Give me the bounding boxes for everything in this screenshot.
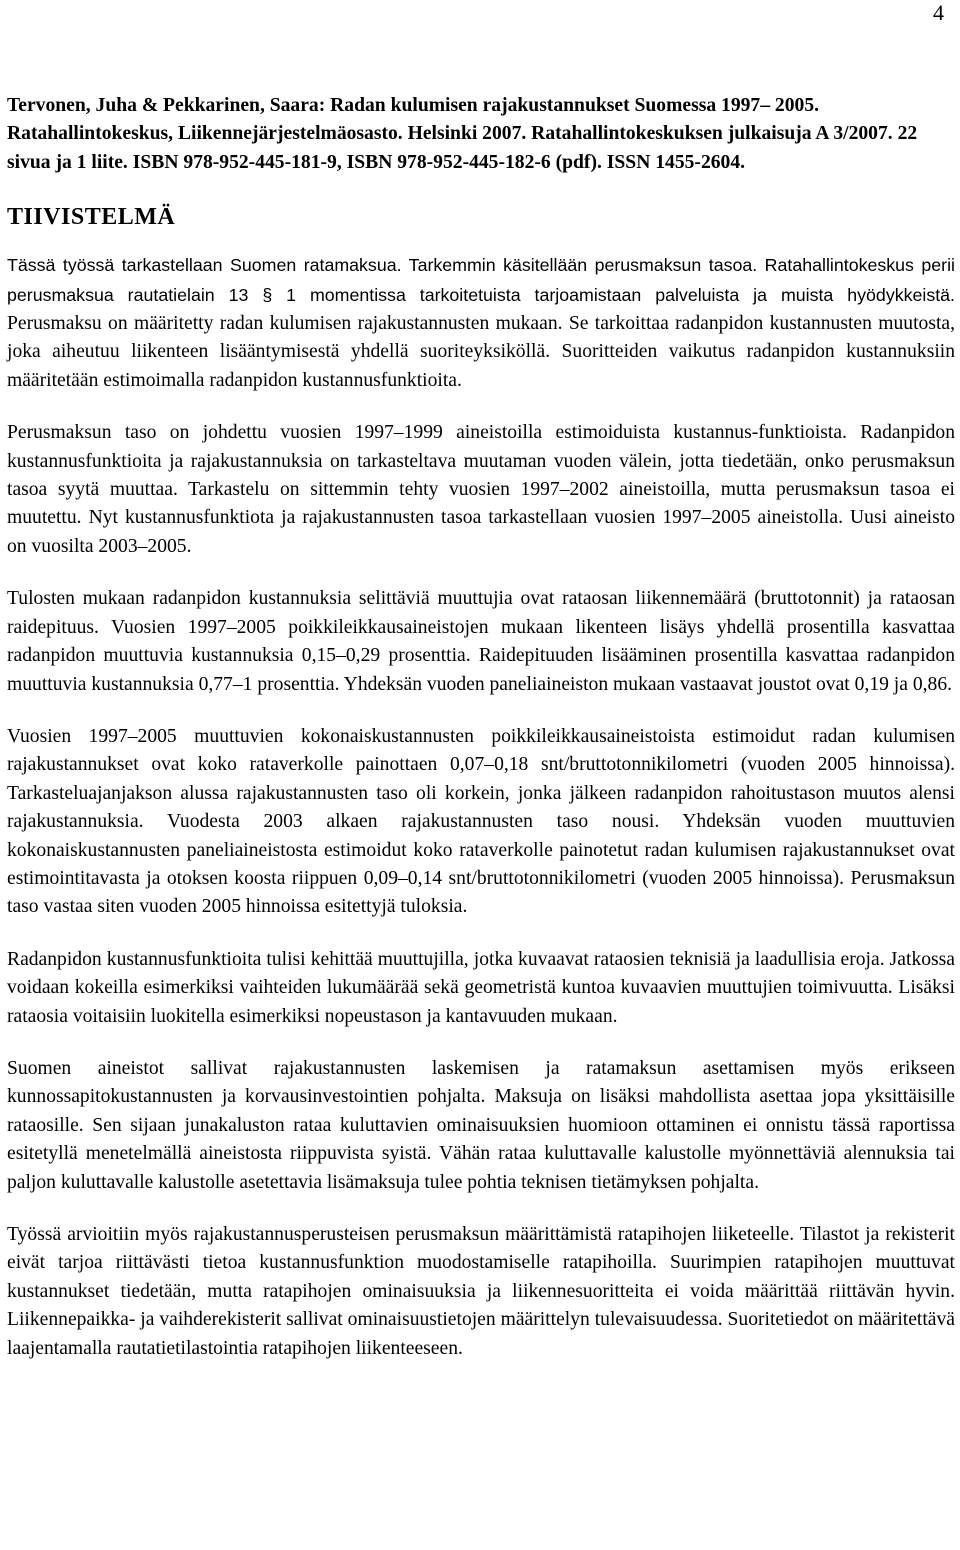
paragraph-5: Radanpidon kustannusfunktioita tulisi kehittää muuttujilla, jotka kuvaavat rataosien teknisiä ja laadullisia eroja. Jatkossa voidaan kokeilla esimerkiksi vaihteiden lukumäärää sekä geometristä kuntoa kuvaavien muuttujien toimivuutta. Lisäksi rataosia voitaisiin luokitella esimerkiksi nopeustason ja kantavuuden mukaan.	[7, 948, 955, 1027]
paragraph-2: Perusmaksun taso on johdettu vuosien 1997–1999 aineistoilla estimoiduista kustannus-funktioista. Radanpidon kustannusfunktioita ja rajakustannuksia on tarkasteltava muutaman vuoden välein, jotta tiedetään, onko perusmaksun tasoa syytä muuttaa. Tarkastelu on sittemmin tehty vuosien 1997–2002 aineistoilla, mutta perusmaksun tasoa ei muutettu. Nyt kustannusfunktiota ja rajakustannusten tasoa tarkastellaan vuosien 1997–2005 aineistolla. Uusi aineisto on vuosilta 2003–2005.	[7, 422, 955, 557]
paragraph-6: Suomen aineistot sallivat rajakustannusten laskemisen ja ratamaksun asettamisen myös erikseen kunnossapitokustannusten ja korvausinvestointien pohjalta. Maksuja on lisäksi mahdollista asettaa jopa yksittäisille rataosille. Sen sijaan junakaluston rataa kuluttavien ominaisuuksien huomioon ottaminen ei onnistu tässä raportissa esitetyllä menetelmällä aineistosta riippuvista syistä. Vähän rataa kuluttavalle kalustolle myönnettäviä alennuksia tai paljon kuluttavalle kalustolle asetettavia lisämaksuja tulee pohtia teknisen tietämyksen pohjalta.	[7, 1057, 955, 1193]
paragraph-1	[7, 251, 955, 395]
paragraph-7: Työssä arvioitiin myös rajakustannusperusteisen perusmaksun määrittämistä ratapihojen liiketeelle. Tilastot ja rekisterit eivät tarjoa riittävästi tietoa kustannusfunktion muodostamiselle ratapihoilla. Suurimpien ratapihojen muuttuvat kustannukset tiedetään, mutta ratapihojen ominaisuuksia ja liikennesuoritteita ei voida määrittää riittävän hyvin. Liikennepaikka- ja vaihderekisterit sallivat ominaisuustietojen määrittelyn tulevaisuudessa. Suoritetiedot on määritettävä laajentamalla rautatietilastointia ratapihojen liikenteeseen.	[7, 1224, 955, 1359]
page-number: 4	[933, 0, 944, 25]
paragraph-1-sans-text: Tässä työssä tarkastellaan Suomen ratamaksua. Tarkemmin käsitellään perusmaksun tasoa. Ratahallintokeskus perii perusmaksua rautatielain 13 § 1 momentissa tarkoitetuista tarjoamistaan palveluista ja muista hyödykkeistä.	[7, 255, 955, 305]
paragraph-1-serif-text: Perusmaksu on määritetty radan kulumisen rajakustannusten mukaan. Se tarkoittaa radanpidon kustannusten muutosta, joka aiheutuu liikenteen lisääntymisestä yhdellä suoriteyksiköllä. Suoritteiden vaikutus radanpidon kustannuksiin määritetään estimoimalla radanpidon kustannusfunktioita.	[7, 313, 955, 391]
document-body	[7, 92, 955, 1387]
bibliographic-citation: Tervonen, Juha & Pekkarinen, Saara: Radan kulumisen rajakustannukset Suomessa 1997– 2005. Ratahallintokeskus, Liikennejärjestelmäosasto. Helsinki 2007. Ratahallintokeskuksen julkaisuja A 3/2007. 22 sivua ja 1 liite. ISBN 978-952-445-181-9, ISBN 978-952-445-182-6 (pdf). ISSN 1455-2604.	[7, 95, 918, 173]
paragraph-3: Tulosten mukaan radanpidon kustannuksia selittäviä muuttujia ovat rataosan liikennemäärä (bruttotonnit) ja rataosan raidepituus. Vuosien 1997–2005 poikkileikkausaineistojen mukaan likenteen lisäys yhdellä prosentilla kasvattaa radanpidon muuttuvia kustannuksia 0,15–0,29 prosenttia. Raidepituuden lisääminen prosentilla kasvattaa radanpidon muuttuvia kustannuksia 0,77–1 prosenttia. Yhdeksän vuoden paneliaineiston mukaan vastaavat joustot ovat 0,19 ja 0,86.	[7, 588, 955, 695]
section-heading: TIIVISTELMÄ	[7, 204, 176, 231]
paragraph-4: Vuosien 1997–2005 muuttuvien kokonaiskustannusten poikkileikkausaineistoista estimoidut radan kulumisen rajakustannukset ovat koko rataverkolle painottaen 0,07–0,18 snt/bruttotonnikilometri (vuoden 2005 hinnoissa). Tarkasteluajanjakson alussa rajakustannusten taso oli korkein, jonka jälkeen radanpidon rahoitustason muutos alensi rajakustannuksia. Vuodesta 2003 alkaen rajakustannusten taso nousi. Yhdeksän vuoden muuttuvien kokonaiskustannusten paneliaineistosta estimoidut koko rataverkolle painotetut radan kulumisen rajakustannukset ovat estimointitavasta ja otoksen koosta riippuen 0,09–0,14 snt/bruttotonnikilometri (vuoden 2005 hinnoissa). Perusmaksun taso vastaa siten vuoden 2005 hinnoissa esitettyjä tuloksia.	[7, 725, 955, 918]
